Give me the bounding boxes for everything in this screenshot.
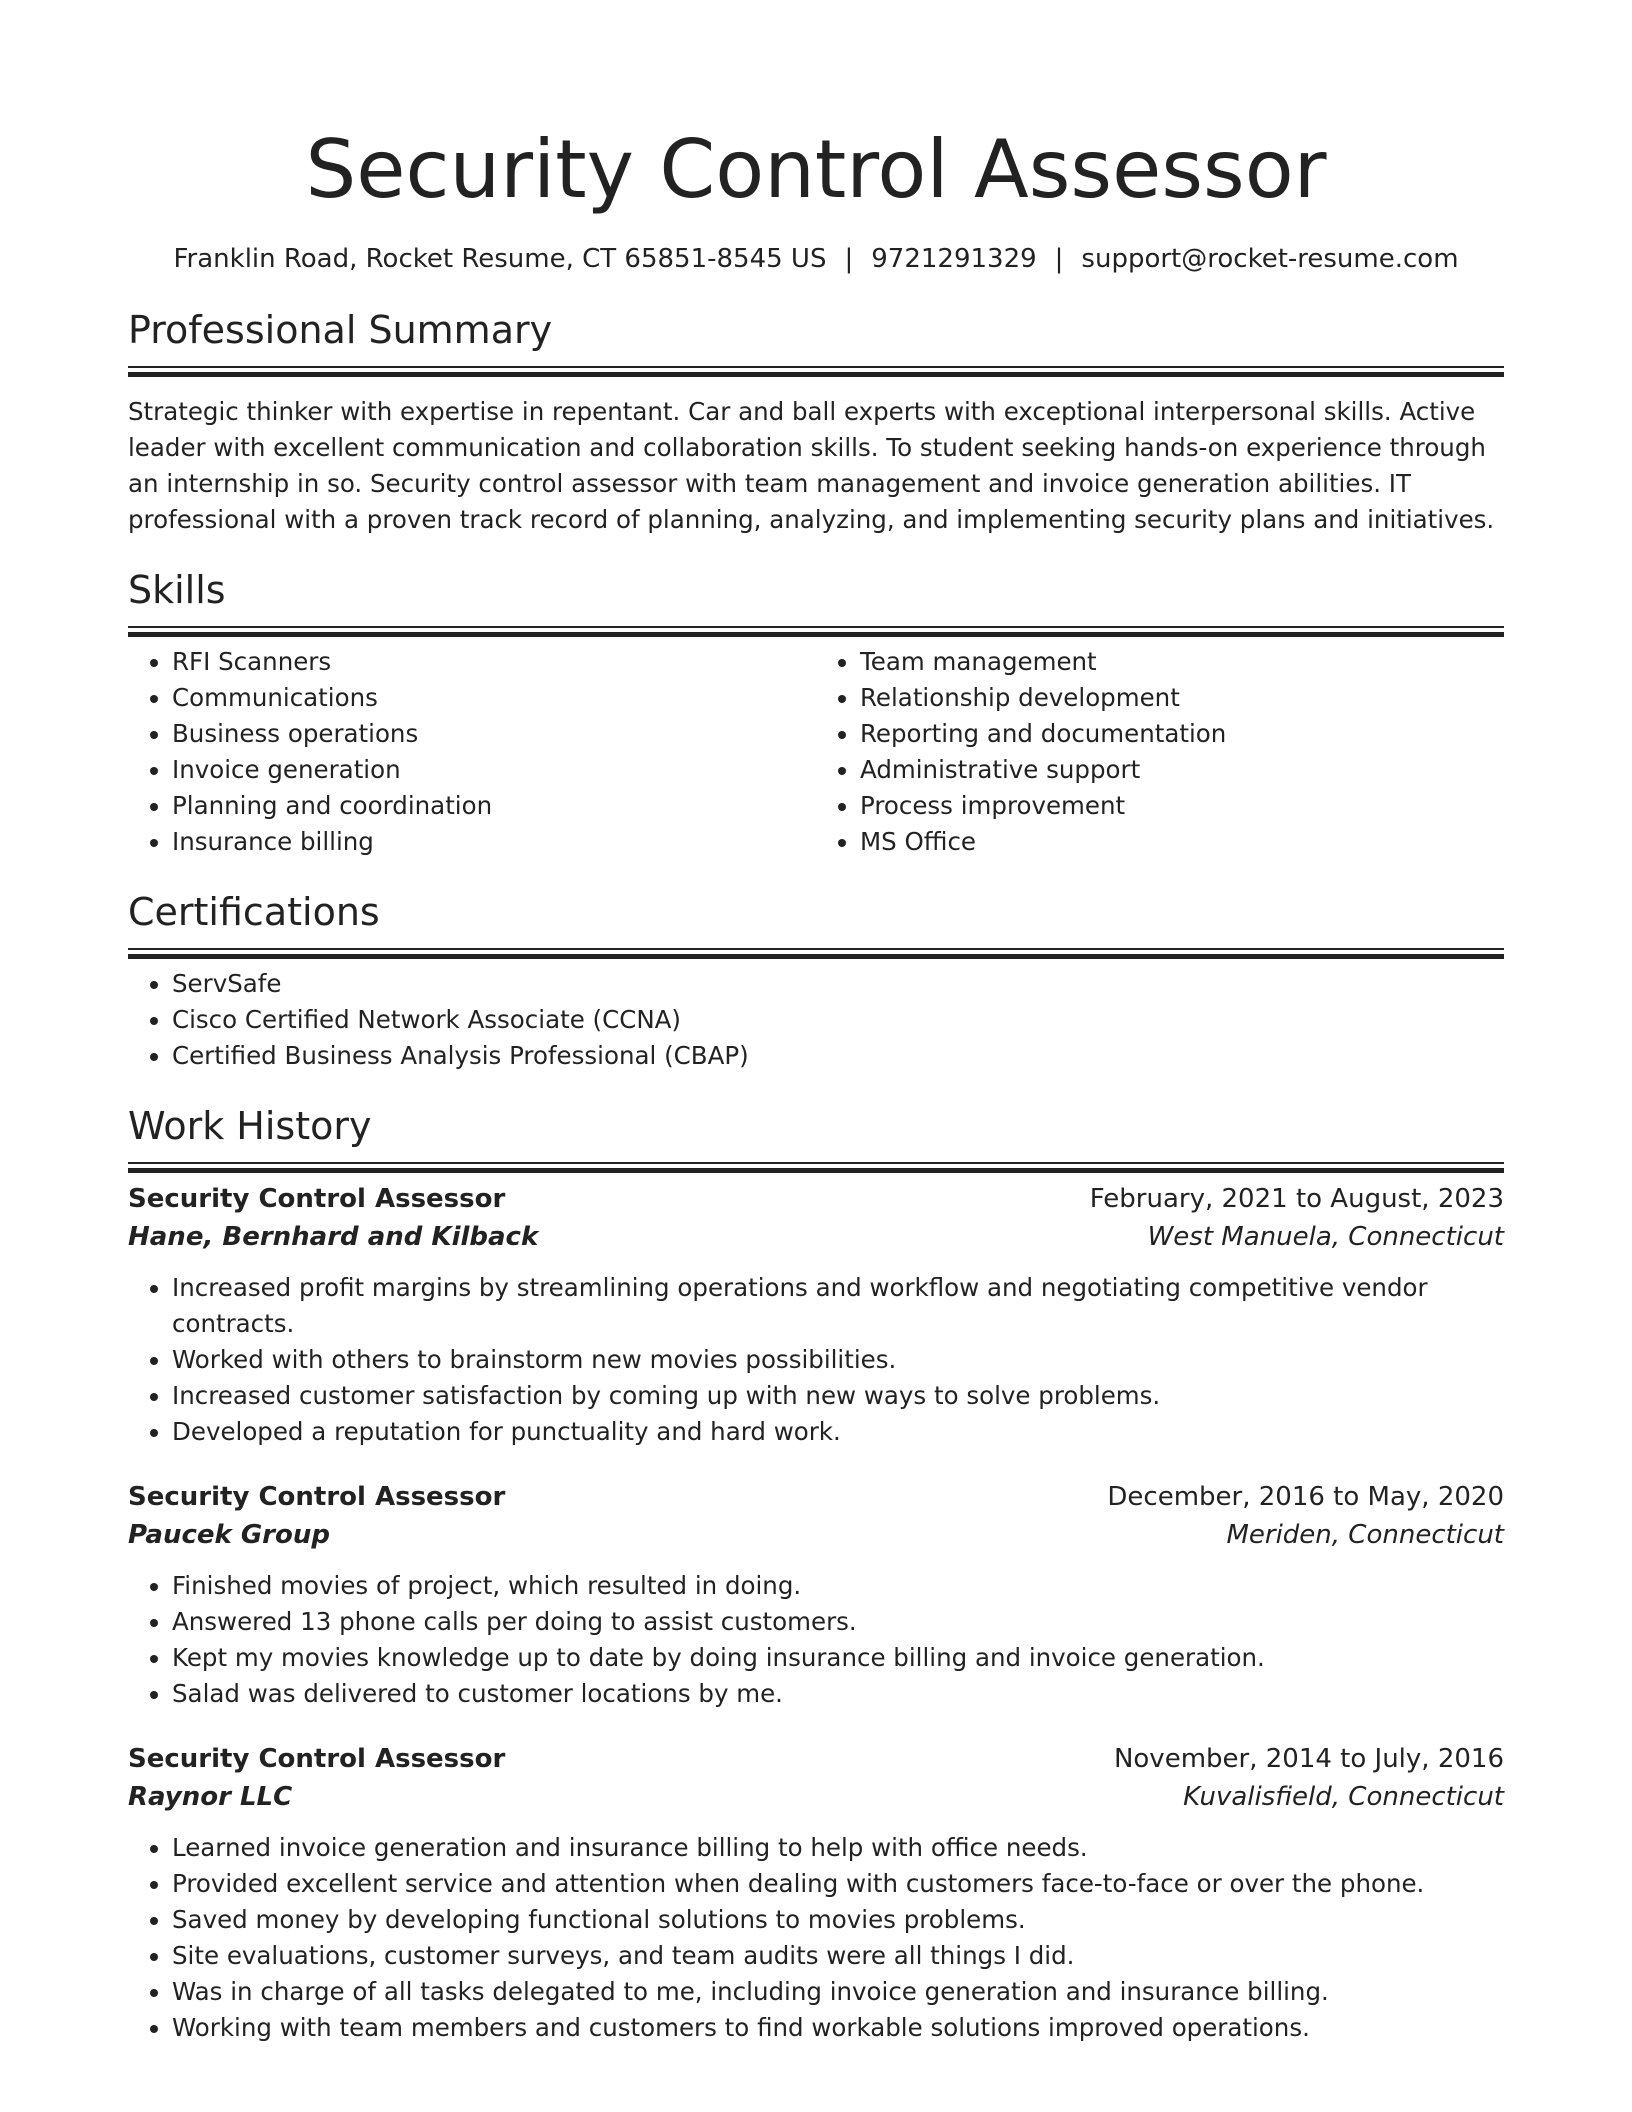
job-dates: November, 2014 to July, 2016 (1113, 1744, 1504, 1774)
job-bullets (128, 1568, 1504, 1712)
skill-item: • Communications (172, 680, 816, 716)
job-bullet: • Learned invoice generation and insurance billing to help with office needs. (172, 1830, 1504, 1866)
job-bullet: • Working with team members and customers to find workable solutions improved operations. (172, 2010, 1504, 2046)
job-title: Security Control Assessor (128, 1482, 506, 1512)
section-divider (128, 1162, 1504, 1164)
section-divider (128, 626, 1504, 628)
job-bullet: • Saved money by developing functional solutions to movies problems. (172, 1902, 1504, 1938)
job-bullet: • Salad was delivered to customer locations by me. (172, 1676, 1504, 1712)
certifications-section (128, 888, 1504, 1074)
job-dates: February, 2021 to August, 2023 (1089, 1184, 1504, 1214)
skills-list-right (816, 644, 1504, 860)
job-bullet: • Kept my movies knowledge up to date by doing insurance billing and invoice generation. (172, 1640, 1504, 1676)
job-bullets (128, 1830, 1504, 2046)
job-dates: December, 2016 to May, 2020 (1107, 1482, 1504, 1512)
section-divider (128, 948, 1504, 950)
job-entry (128, 1180, 1504, 1450)
contact-separator: | (844, 244, 854, 274)
skill-item: • Reporting and documentation (860, 716, 1504, 752)
skill-item: • Insurance billing (172, 824, 816, 860)
job-company: Paucek Group (128, 1520, 330, 1550)
job-bullet: • Answered 13 phone calls per doing to assist customers. (172, 1604, 1504, 1640)
job-company-row (128, 1516, 1504, 1554)
resume-page (128, 0, 1504, 2046)
section-title-skills: Skills (128, 568, 226, 612)
skills-section (128, 566, 1504, 860)
jobs-container (128, 1180, 1504, 2046)
section-title-certifications: Certifications (128, 890, 380, 934)
skill-item: • Invoice generation (172, 752, 816, 788)
job-entry (128, 1740, 1504, 2046)
certification-item: • ServSafe (172, 966, 1504, 1002)
skill-item: • Business operations (172, 716, 816, 752)
skill-item: • Team management (860, 644, 1504, 680)
skill-item: • MS Office (860, 824, 1504, 860)
job-entry (128, 1478, 1504, 1712)
skill-item: • Administrative support (860, 752, 1504, 788)
job-company-row (128, 1778, 1504, 1816)
skills-grid (128, 644, 1504, 860)
job-company: Hane, Bernhard and Kilback (128, 1222, 539, 1252)
skills-list-left (128, 644, 816, 860)
work-history-section (128, 1102, 1504, 2046)
resume-name: Security Control Assessor (305, 123, 1327, 216)
contact-phone: 9721291329 (871, 244, 1037, 274)
job-bullet: • Finished movies of project, which resulted in doing. (172, 1568, 1504, 1604)
job-bullet: • Site evaluations, customer surveys, and team audits were all things I did. (172, 1938, 1504, 1974)
job-title: Security Control Assessor (128, 1744, 506, 1774)
section-title-work-history: Work History (128, 1104, 372, 1148)
skill-item: • Planning and coordination (172, 788, 816, 824)
job-company: Raynor LLC (128, 1782, 293, 1812)
contact-separator: | (1054, 244, 1064, 274)
job-bullets (128, 1270, 1504, 1450)
skill-item: • Process improvement (860, 788, 1504, 824)
job-header-row (128, 1180, 1504, 1218)
summary-text: Strategic thinker with expertise in repentant. Car and ball experts with exceptional interpersonal skills. Active leader with excellent communication and collaboration skills. To student seeking hands-on experience through an internship in so. Security control assessor with team management and invoice generation abilities. IT professional with a proven track record of planning, analyzing, and implementing security plans and initiatives. (128, 397, 1495, 534)
certifications-list (128, 966, 1504, 1074)
skill-item: • RFI Scanners (172, 644, 816, 680)
contact-line (128, 242, 1504, 276)
job-bullet: • Was in charge of all tasks delegated to me, including invoice generation and insurance billing. (172, 1974, 1504, 2010)
job-location: Kuvalisfield, Connecticut (1183, 1782, 1504, 1812)
contact-address: Franklin Road, Rocket Resume, CT 65851-8545 US (173, 244, 827, 274)
job-bullet: • Provided excellent service and attention when dealing with customers face-to-face or over the phone. (172, 1866, 1504, 1902)
job-location: West Manuela, Connecticut (1147, 1222, 1504, 1252)
skill-item: • Relationship development (860, 680, 1504, 716)
job-title: Security Control Assessor (128, 1184, 506, 1214)
section-divider (128, 366, 1504, 368)
job-header-row (128, 1740, 1504, 1778)
job-bullet: • Increased profit margins by streamlining operations and workflow and negotiating competitive vendor contracts. (172, 1270, 1504, 1342)
job-location: Meriden, Connecticut (1226, 1520, 1504, 1550)
job-company-row (128, 1218, 1504, 1256)
job-header-row (128, 1478, 1504, 1516)
section-title-summary: Professional Summary (128, 308, 553, 352)
certification-item: • Certified Business Analysis Professional (CBAP) (172, 1038, 1504, 1074)
job-bullet: • Worked with others to brainstorm new movies possibilities. (172, 1342, 1504, 1378)
certification-item: • Cisco Certified Network Associate (CCNA) (172, 1002, 1504, 1038)
contact-email: support@rocket-resume.com (1081, 244, 1459, 274)
job-bullet: • Increased customer satisfaction by coming up with new ways to solve problems. (172, 1378, 1504, 1414)
job-bullet: • Developed a reputation for punctuality and hard work. (172, 1414, 1504, 1450)
summary-section (128, 306, 1504, 538)
